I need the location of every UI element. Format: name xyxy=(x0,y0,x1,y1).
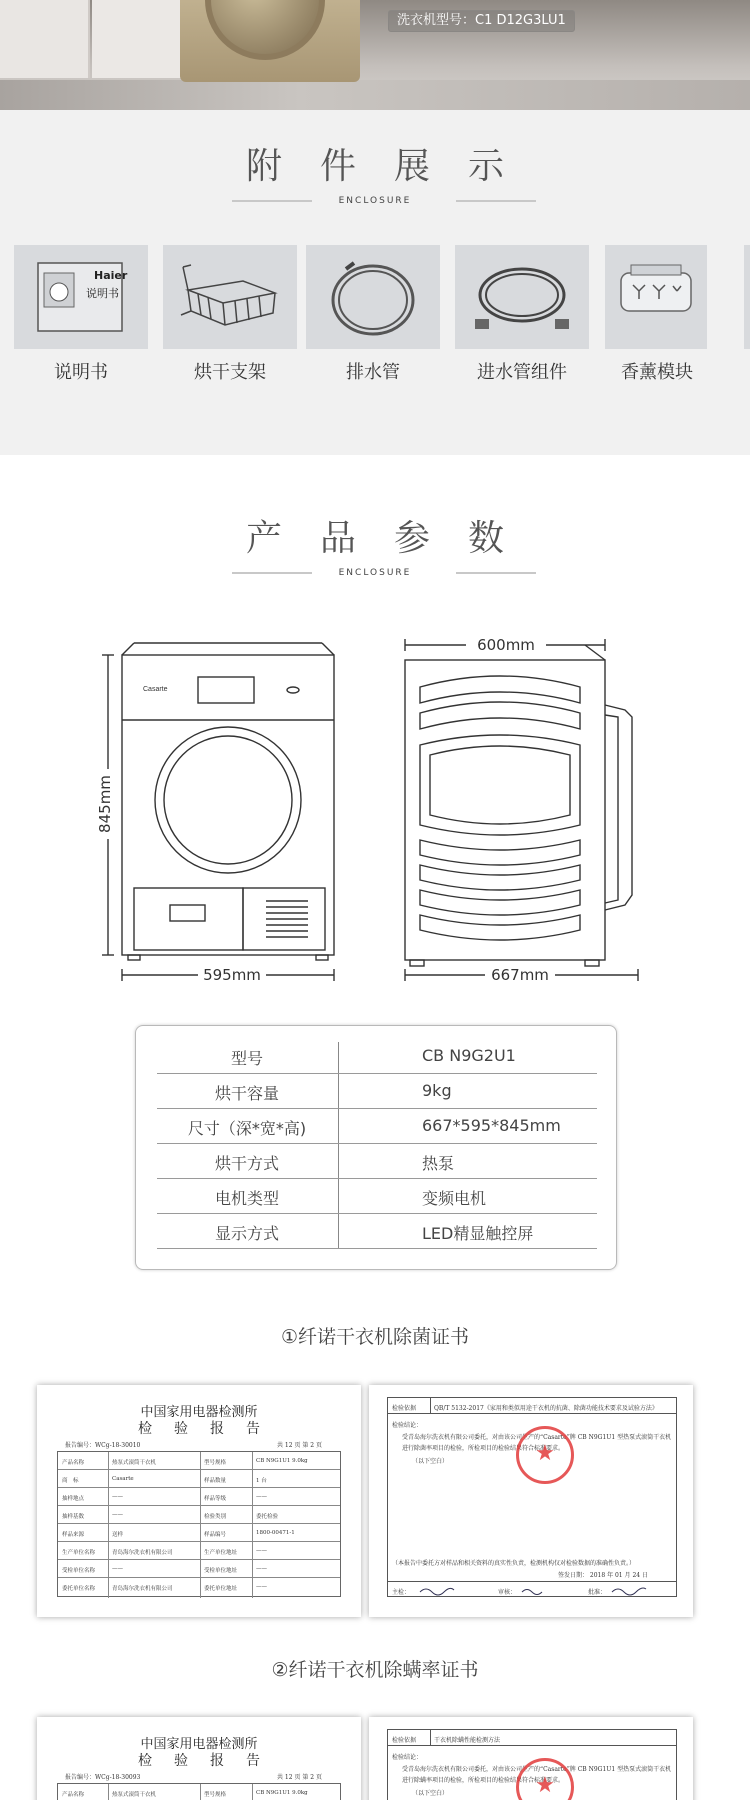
spec-key: 烘干容量 xyxy=(214,1084,279,1103)
accessory-label: 排水管 xyxy=(346,362,400,383)
accessory-card-manual[interactable] xyxy=(14,245,148,349)
spec-row xyxy=(157,1110,597,1144)
spec-row xyxy=(157,1180,597,1214)
aroma-module-icon xyxy=(605,245,707,349)
drain-hose-icon xyxy=(306,245,440,349)
report-row: 产品名称 热泵式滚筒干衣机 型号规格 CB N9G1U1 9.0kg xyxy=(58,1452,340,1470)
accessories-section xyxy=(0,110,750,455)
spec-row xyxy=(157,1215,597,1249)
spec-key: 尺寸（深*宽*高) xyxy=(187,1119,307,1138)
report-row: 抽样地点 —— 样品等级 —— xyxy=(58,1488,340,1506)
accessory-label: 进水管组件 xyxy=(477,362,567,383)
basis-text: 干衣机除螨性能检测方法 xyxy=(434,1737,501,1744)
spec-table xyxy=(135,1025,617,1270)
cabinet-image xyxy=(92,0,182,78)
accessories-title: 附件展示 xyxy=(245,146,542,187)
accessory-card-partial xyxy=(744,245,750,349)
report-row: 生产单位名称 青岛海尔洗衣机有限公司 生产单位地址 —— xyxy=(58,1542,340,1560)
spec-value: 9kg xyxy=(422,1081,452,1100)
accessory-card-rack[interactable] xyxy=(163,245,297,349)
accessory-label: 香薰模块 xyxy=(621,362,693,383)
accessories-subtitle: ENCLOSURE xyxy=(338,196,412,206)
spec-value: LED精显触控屏 xyxy=(422,1224,534,1243)
report-pages: 共 12 页 第 2 页 xyxy=(277,1442,322,1449)
manual-icon xyxy=(14,245,148,349)
spec-row xyxy=(157,1145,597,1179)
spec-value: 667*595*845mm xyxy=(422,1116,561,1135)
spec-key: 显示方式 xyxy=(214,1224,279,1243)
blank-text: （以下空白） xyxy=(412,1458,449,1465)
dim-width-label: 595mm xyxy=(198,966,266,984)
issue-date: 签发日期： 2018 年 01 月 24 日 xyxy=(558,1572,648,1579)
manual-brand: Haier xyxy=(94,269,128,282)
spec-row xyxy=(157,1040,597,1074)
spec-value: CB N9G2U1 xyxy=(422,1046,516,1065)
report-row: 产品名称 热泵式滚筒干衣机 型号规格 CB N9G1U1 9.0kg xyxy=(58,1784,340,1800)
cabinet-image xyxy=(0,0,90,78)
accessory-card-aroma[interactable] xyxy=(605,245,707,349)
spec-key: 烘干方式 xyxy=(214,1154,279,1173)
sign-review: 审核： xyxy=(498,1589,517,1596)
cert-conclusion-page[interactable] xyxy=(369,1717,693,1800)
accessory-label: 烘干支架 xyxy=(194,362,266,383)
conclusion-text: 受青岛海尔洗衣机有限公司委托，对由该公司生产的“Casarte”牌 CB N9G1U1 型热泵式滚筒干衣机进行除菌率项目的检验，所检项目的检验结果符合标准要求。 xyxy=(402,1434,672,1452)
conclusion-label: 检验结论： xyxy=(392,1422,423,1429)
basis-text: QB/T 5132-2017《家用和类似用途干衣机的抗菌、除菌功能技术要求及试验方法》 xyxy=(434,1405,658,1412)
params-title: 产品参数 xyxy=(245,518,542,559)
cert-title: ①纤诺干衣机除菌证书 xyxy=(280,1326,470,1348)
report-org: 中国家用电器检测所 xyxy=(140,1737,258,1752)
floor-image xyxy=(0,80,750,110)
conclusion-frame xyxy=(387,1729,677,1800)
spec-key: 电机类型 xyxy=(214,1189,279,1208)
conclusion-frame xyxy=(387,1397,677,1597)
inlet-hose-icon xyxy=(455,245,589,349)
cert-report-page[interactable] xyxy=(37,1385,361,1617)
official-stamp: ★ xyxy=(516,1426,574,1484)
basis-label: 检验依据 xyxy=(392,1737,417,1744)
sign-main: 主检： xyxy=(392,1589,411,1596)
report-title: 检验报告 xyxy=(138,1753,282,1769)
model-tag: 洗衣机型号：C1 D12G3LU1 xyxy=(388,10,575,32)
report-table xyxy=(57,1783,341,1800)
report-number: 报告编号：WCg-18-30010 xyxy=(65,1442,141,1449)
conclusion-text: 受青岛海尔洗衣机有限公司委托，对由该公司生产的“Casarte”牌 CB N9G1U1 型热泵式滚筒干衣机进行除螨率项目的检验，所检项目的检验结果符合标准要求。 xyxy=(402,1766,672,1784)
official-stamp: ★ xyxy=(516,1758,574,1800)
report-row: 样品来源 送样 样品编号 1800-00471-1 xyxy=(58,1524,340,1542)
params-section xyxy=(0,455,750,1800)
dim-top-width-label: 600mm xyxy=(466,636,546,654)
report-row: 抽样基数 —— 检验类别 委托检验 xyxy=(58,1506,340,1524)
dim-height-label: 845mm xyxy=(96,769,114,839)
report-org: 中国家用电器检测所 xyxy=(140,1405,258,1420)
dimension-diagram xyxy=(0,455,750,1015)
accessory-label: 说明书 xyxy=(54,362,108,383)
report-note: （本报告中委托方对样品和相关资料的真实性负责，检测机构仅对检验数据的准确性负责。） xyxy=(392,1560,636,1567)
params-subtitle: ENCLOSURE xyxy=(338,568,412,578)
spec-key: 型号 xyxy=(230,1049,263,1068)
spec-value: 热泵 xyxy=(422,1154,455,1173)
conclusion-label: 检验结论： xyxy=(392,1754,423,1761)
brand-logo-text: Casarte xyxy=(143,686,168,693)
basis-label: 检验依据 xyxy=(392,1405,417,1412)
hero-banner xyxy=(0,0,750,110)
spec-value: 变频电机 xyxy=(422,1189,487,1208)
dim-depth-label: 667mm xyxy=(485,966,555,984)
cert-conclusion-page[interactable] xyxy=(369,1385,693,1617)
report-row: 商 标 Casarte 样品数量 1 台 xyxy=(58,1470,340,1488)
report-number: 报告编号：WCg-18-30093 xyxy=(65,1774,141,1781)
report-pages: 共 12 页 第 2 页 xyxy=(277,1774,322,1781)
accessory-card-drain-hose[interactable] xyxy=(306,245,440,349)
blank-text: （以下空白） xyxy=(412,1790,449,1797)
sign-approve: 批准： xyxy=(588,1589,607,1596)
cert-report-page[interactable] xyxy=(37,1717,361,1800)
manual-text: 说明书 xyxy=(86,287,119,300)
report-title: 检验报告 xyxy=(138,1421,282,1437)
accessory-card-inlet-hose[interactable] xyxy=(455,245,589,349)
spec-row xyxy=(157,1075,597,1109)
signatures-image xyxy=(414,1584,674,1598)
report-row: 委托单位名称 青岛海尔洗衣机有限公司 委托单位地址 —— xyxy=(62,1584,267,1592)
cert-title: ②纤诺干衣机除螨率证书 xyxy=(271,1659,479,1681)
report-row: 受检单位名称 —— 受检单位地址 —— xyxy=(58,1560,340,1578)
report-table xyxy=(57,1451,341,1597)
drying-rack-icon xyxy=(163,245,297,349)
